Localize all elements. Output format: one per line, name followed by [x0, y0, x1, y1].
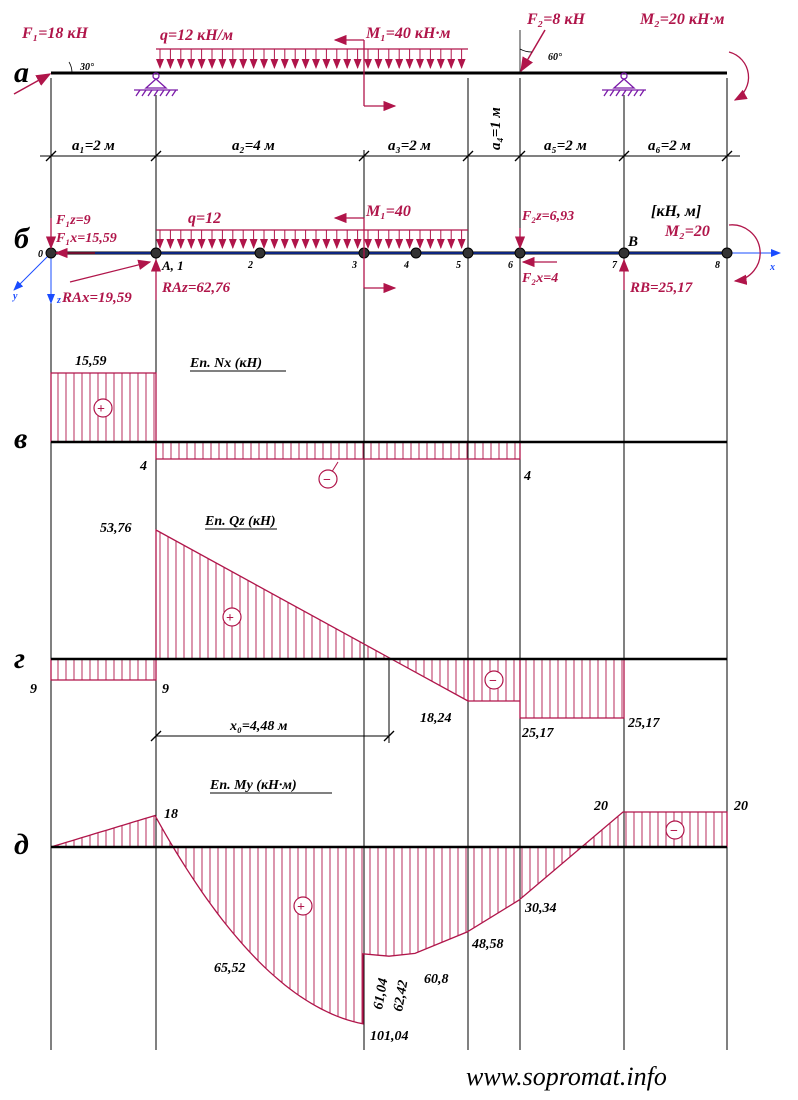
Q-sign-minus: − [489, 674, 497, 689]
M1-label: M₁=40 кН·м [366, 25, 451, 42]
F2z-label: F₂z=6,93 [522, 209, 575, 224]
F1-label: F₁=18 кН [22, 25, 88, 42]
Q-x0-label: x₀=4,48 м [230, 719, 288, 734]
RB-label: RB=25,17 [630, 280, 693, 296]
axis-x-label: x [770, 262, 775, 273]
RAz-label: RAz=62,76 [162, 280, 231, 296]
N-title: Еп. Nx (кН) [190, 356, 263, 371]
Q-title: Еп. Qz (кН) [205, 514, 276, 529]
axis-z-label: z [57, 295, 61, 306]
force-F2-arrow [521, 30, 545, 71]
M-value-20-left: 20 [594, 799, 608, 814]
M-value-101-04: 101,04 [370, 1029, 409, 1044]
Q-sign-plus: + [226, 611, 234, 626]
diagram-Q [14, 514, 727, 743]
axis-y-label: y [13, 291, 18, 302]
row-label-b: б [14, 222, 29, 255]
M-value-65-52: 65,52 [214, 961, 246, 976]
row-label-d: д [14, 828, 29, 861]
diagram-M [14, 778, 748, 1044]
F2-angle-label: 60° [548, 52, 562, 63]
M1-label-b: M₁=40 [366, 203, 411, 220]
node-8: 8 [715, 260, 720, 271]
node-6: 6 [508, 260, 513, 271]
span-a2: a₂=4 м [232, 138, 275, 154]
N-value-4-left: 4 [140, 459, 147, 474]
N-value-4-right: 4 [524, 469, 531, 484]
node-2: 2 [248, 260, 253, 271]
M-sign-minus: − [670, 824, 678, 839]
row-label-g: г [14, 642, 26, 675]
M-value-30-34: 30,34 [525, 901, 557, 916]
M-value-48-58: 48,58 [472, 937, 504, 952]
M-title: Еп. My (кН·м) [210, 778, 297, 793]
F1x-label: F₁x=15,59 [56, 231, 117, 246]
N-sign-minus: − [323, 473, 331, 488]
span-a4: a₄=1 м [488, 107, 504, 150]
node-5: 5 [456, 260, 461, 271]
q-label: q=12 кН/м [160, 27, 234, 44]
row-label-a: а [14, 56, 29, 89]
diagram-N [14, 354, 727, 488]
vertical-guides [51, 78, 727, 1050]
M-value-62-42: 62,42 [391, 979, 412, 1013]
watermark-text: www.sopromat.info [466, 1062, 667, 1091]
N-value-15-59: 15,59 [75, 354, 107, 369]
units-label: [кН, м] [651, 203, 702, 220]
Q-value-25-17-left: 25,17 [522, 726, 554, 741]
M2-label-b: M₂=20 [665, 223, 710, 240]
F2x-label: F₂x=4 [522, 271, 559, 286]
node-0: 0 [38, 249, 43, 260]
RAx-label: RAx=19,59 [62, 290, 132, 306]
node-4: 4 [404, 260, 409, 271]
span-a6: a₆=2 м [648, 138, 691, 154]
N-sign-plus: + [97, 402, 105, 417]
point-A: A, 1 [162, 258, 184, 273]
q-label-b: q=12 [188, 210, 222, 227]
M-value-20-right: 20 [734, 799, 748, 814]
M-value-18: 18 [164, 807, 178, 822]
point-B: B [628, 234, 639, 250]
F1z-label: F₁z=9 [56, 213, 91, 228]
support-A [134, 73, 178, 96]
F1-angle-label: 30° [80, 62, 94, 73]
F2-label: F₂=8 кН [527, 11, 585, 28]
span-a3: a₃=2 м [388, 138, 431, 154]
row-label-v: в [14, 422, 28, 455]
Q-value-18-24: 18,24 [420, 711, 452, 726]
M-value-60-8: 60,8 [424, 972, 449, 987]
M2-label: M₂=20 кН·м [640, 11, 725, 28]
support-B [602, 73, 646, 96]
span-a5: a₅=2 м [544, 138, 587, 154]
M-value-61-04: 61,04 [371, 977, 392, 1011]
scheme-a [14, 11, 749, 161]
span-a1: a₁=2 м [72, 138, 115, 154]
node-7: 7 [612, 260, 617, 271]
node-3: 3 [352, 260, 357, 271]
Q-value-9-left: 9 [30, 682, 37, 697]
Q-value-25-17-right: 25,17 [628, 716, 660, 731]
Q-value-9-right: 9 [162, 682, 169, 697]
scheme-b [12, 49, 780, 306]
M-sign-plus: + [297, 900, 305, 915]
Q-value-53-76: 53,76 [100, 521, 132, 536]
